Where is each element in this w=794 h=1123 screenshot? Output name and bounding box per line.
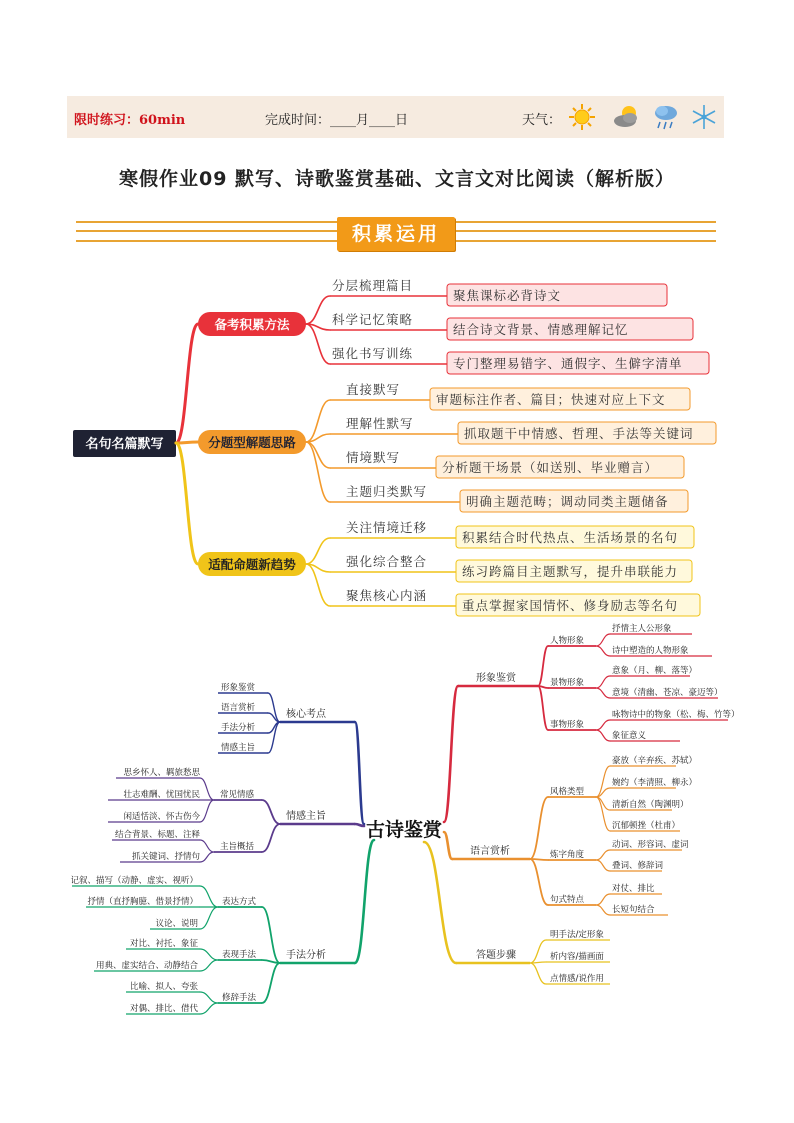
leaf-connector bbox=[530, 963, 546, 984]
leaf-connector bbox=[596, 797, 610, 831]
branch-connector bbox=[355, 824, 364, 826]
group-label: 表达方式 bbox=[222, 897, 257, 907]
leaf-label: 思乡怀人、羁旅愁思 bbox=[123, 768, 200, 778]
root-label: 名句名篇默写 bbox=[85, 437, 164, 452]
branch-label: 答题步骤 bbox=[476, 950, 516, 961]
group-label: 修辞手法 bbox=[222, 993, 257, 1003]
note-text: 专门整理易错字、通假字、生僻字清单 bbox=[453, 356, 683, 371]
leaf-connector bbox=[596, 730, 610, 741]
weather-label: 天气： bbox=[522, 113, 562, 128]
leaf-label: 抒情（直抒胸臆、借景抒情） bbox=[87, 897, 198, 907]
note-text: 抓取题干中情感、哲理、手法等关键词 bbox=[464, 426, 694, 441]
group-connector bbox=[262, 963, 280, 1003]
group-label: 风格类型 bbox=[550, 787, 585, 797]
group-connector bbox=[538, 686, 548, 730]
sub-label: 强化综合整合 bbox=[346, 554, 428, 569]
section-banner: 积累运用 bbox=[337, 217, 455, 251]
leaf-label: 意境（清幽、苍凉、豪迈等） bbox=[612, 688, 723, 698]
branch-connector bbox=[355, 722, 364, 824]
group-label: 人物形象 bbox=[550, 636, 585, 646]
leaf-label: 议论、说明 bbox=[155, 919, 198, 929]
note-text: 重点掌握家国情怀、修身励志等名句 bbox=[462, 598, 679, 613]
leaf-connector bbox=[596, 894, 610, 905]
leaf-label: 长短句结合 bbox=[612, 905, 655, 915]
leaf-label: 沉郁顿挫（杜甫） bbox=[612, 821, 681, 831]
branch-connector bbox=[444, 832, 452, 859]
note-text: 分析题干场景（如送别、毕业赠言） bbox=[442, 460, 659, 475]
note-text: 练习跨篇目主题默写，提升串联能力 bbox=[462, 564, 679, 579]
leaf-connector bbox=[200, 960, 218, 971]
branch-label: 备考积累方法 bbox=[214, 317, 290, 332]
leaf-connector bbox=[596, 676, 610, 688]
leaf-connector bbox=[200, 886, 218, 907]
group-label: 炼字角度 bbox=[550, 850, 585, 860]
sub-label: 聚焦核心内涵 bbox=[346, 588, 428, 603]
sub-label: 直接默写 bbox=[346, 382, 401, 397]
group-label: 常见情感 bbox=[220, 790, 255, 800]
leaf-label: 壮志难酬、忧国忧民 bbox=[123, 790, 200, 800]
leaf-label: 象征意义 bbox=[612, 731, 647, 741]
sub-label: 主题归类默写 bbox=[346, 484, 428, 499]
group-connector bbox=[262, 907, 280, 963]
leaf-label: 手法分析 bbox=[221, 723, 256, 733]
leaf-connector bbox=[200, 778, 214, 800]
sub-label: 情境默写 bbox=[346, 450, 401, 465]
note-text: 聚焦课标必背诗文 bbox=[453, 288, 562, 303]
leaf-label: 对比、衬托、象征 bbox=[129, 939, 198, 949]
group-connector bbox=[262, 800, 280, 824]
leaf-connector bbox=[200, 949, 218, 960]
leaf-connector bbox=[596, 634, 610, 646]
leaf-label: 豪放（辛弃疾、苏轼） bbox=[612, 756, 698, 766]
group-connector bbox=[530, 859, 548, 905]
branch-connector bbox=[444, 686, 458, 822]
leaf-label: 点情感/说作用 bbox=[550, 974, 604, 984]
sub-label: 关注情境迁移 bbox=[346, 520, 428, 535]
note-text: 结合诗文背景、情感理解记忆 bbox=[453, 322, 629, 337]
leaf-label: 记叙、描写（动静、虚实、视听） bbox=[70, 876, 198, 886]
leaf-label: 抓关键词、抒情句 bbox=[131, 852, 200, 862]
leaf-connector bbox=[200, 992, 218, 1003]
leaf-label: 对偶、排比、借代 bbox=[129, 1004, 198, 1014]
leaf-connector bbox=[596, 688, 610, 698]
leaf-label: 婉约（李清照、柳永） bbox=[612, 778, 698, 788]
group-label: 事物形象 bbox=[550, 720, 585, 730]
leaf-connector bbox=[596, 646, 610, 656]
leaf-label: 清新自然（陶渊明） bbox=[612, 800, 689, 810]
leaf-label: 语言赏析 bbox=[221, 703, 256, 713]
leaf-label: 情感主旨 bbox=[221, 743, 256, 753]
leaf-connector bbox=[596, 860, 610, 871]
note-text: 审题标注作者、篇目；快速对应上下文 bbox=[436, 392, 666, 407]
leaf-connector bbox=[596, 905, 610, 915]
branch-label: 形象鉴赏 bbox=[476, 673, 516, 684]
leaf-connector bbox=[200, 800, 214, 822]
leaf-label: 抒情主人公形象 bbox=[612, 624, 672, 634]
branch-label: 核心考点 bbox=[286, 709, 326, 720]
time-limit: 限时练习：60min bbox=[74, 113, 186, 128]
group-label: 主旨概括 bbox=[220, 842, 255, 852]
note-text: 明确主题范畴；调动同类主题储备 bbox=[466, 494, 669, 509]
branch-label: 情感主旨 bbox=[286, 811, 326, 822]
group-label: 表现手法 bbox=[222, 950, 257, 960]
leaf-label: 意象（月、柳、落等） bbox=[612, 666, 698, 676]
leaf-label: 形象鉴赏 bbox=[221, 683, 256, 693]
leaf-label: 明手法/定形象 bbox=[550, 930, 604, 940]
leaf-connector bbox=[200, 1003, 218, 1014]
center-label: 古诗鉴赏 bbox=[365, 819, 443, 841]
group-connector bbox=[262, 824, 280, 852]
leaf-label: 析内容/描画面 bbox=[550, 952, 604, 962]
leaf-connector bbox=[530, 940, 546, 963]
completion-time: 完成时间：____月____日 bbox=[265, 113, 409, 128]
leaf-label: 比喻、拟人、夸张 bbox=[129, 982, 198, 992]
leaf-label: 结合背景、标题、注释 bbox=[114, 830, 200, 840]
note-text: 积累结合时代热点、生活场景的名句 bbox=[462, 530, 679, 545]
leaf-connector bbox=[200, 852, 214, 862]
branch-connector bbox=[355, 840, 374, 963]
sub-label: 科学记忆策略 bbox=[332, 312, 414, 327]
sub-label: 分层梳理篇目 bbox=[332, 278, 414, 293]
leaf-connector bbox=[200, 907, 218, 929]
branch-label: 分题型解题思路 bbox=[208, 435, 296, 450]
leaf-label: 动词、形容词、虚词 bbox=[612, 840, 689, 850]
group-connector bbox=[538, 646, 548, 686]
page-title: 寒假作业09 默写、诗歌鉴赏基础、文言文对比阅读（解析版） bbox=[118, 168, 676, 190]
leaf-connector bbox=[200, 840, 214, 852]
leaf-label: 对仗、排比 bbox=[612, 884, 655, 894]
leaf-label: 叠词、修辞词 bbox=[612, 861, 664, 871]
group-connector bbox=[530, 797, 548, 859]
branch-label: 语言赏析 bbox=[470, 846, 510, 857]
leaf-connector bbox=[596, 720, 610, 730]
branch-connector bbox=[424, 842, 456, 963]
leaf-label: 闲适恬淡、怀古伤今 bbox=[123, 812, 200, 822]
sub-label: 强化书写训练 bbox=[332, 346, 414, 361]
leaf-label: 用典、虚实结合、动静结合 bbox=[95, 961, 198, 971]
group-label: 句式特点 bbox=[550, 895, 585, 905]
leaf-label: 诗中塑造的人物形象 bbox=[612, 646, 689, 656]
branch-label: 手法分析 bbox=[286, 950, 326, 961]
leaf-label: 咏物诗中的物象（松、梅、竹等） bbox=[612, 710, 740, 720]
branch-label: 适配命题新趋势 bbox=[208, 557, 296, 572]
group-label: 景物形象 bbox=[550, 678, 585, 688]
leaf-connector bbox=[596, 850, 610, 860]
sub-label: 理解性默写 bbox=[346, 416, 414, 431]
